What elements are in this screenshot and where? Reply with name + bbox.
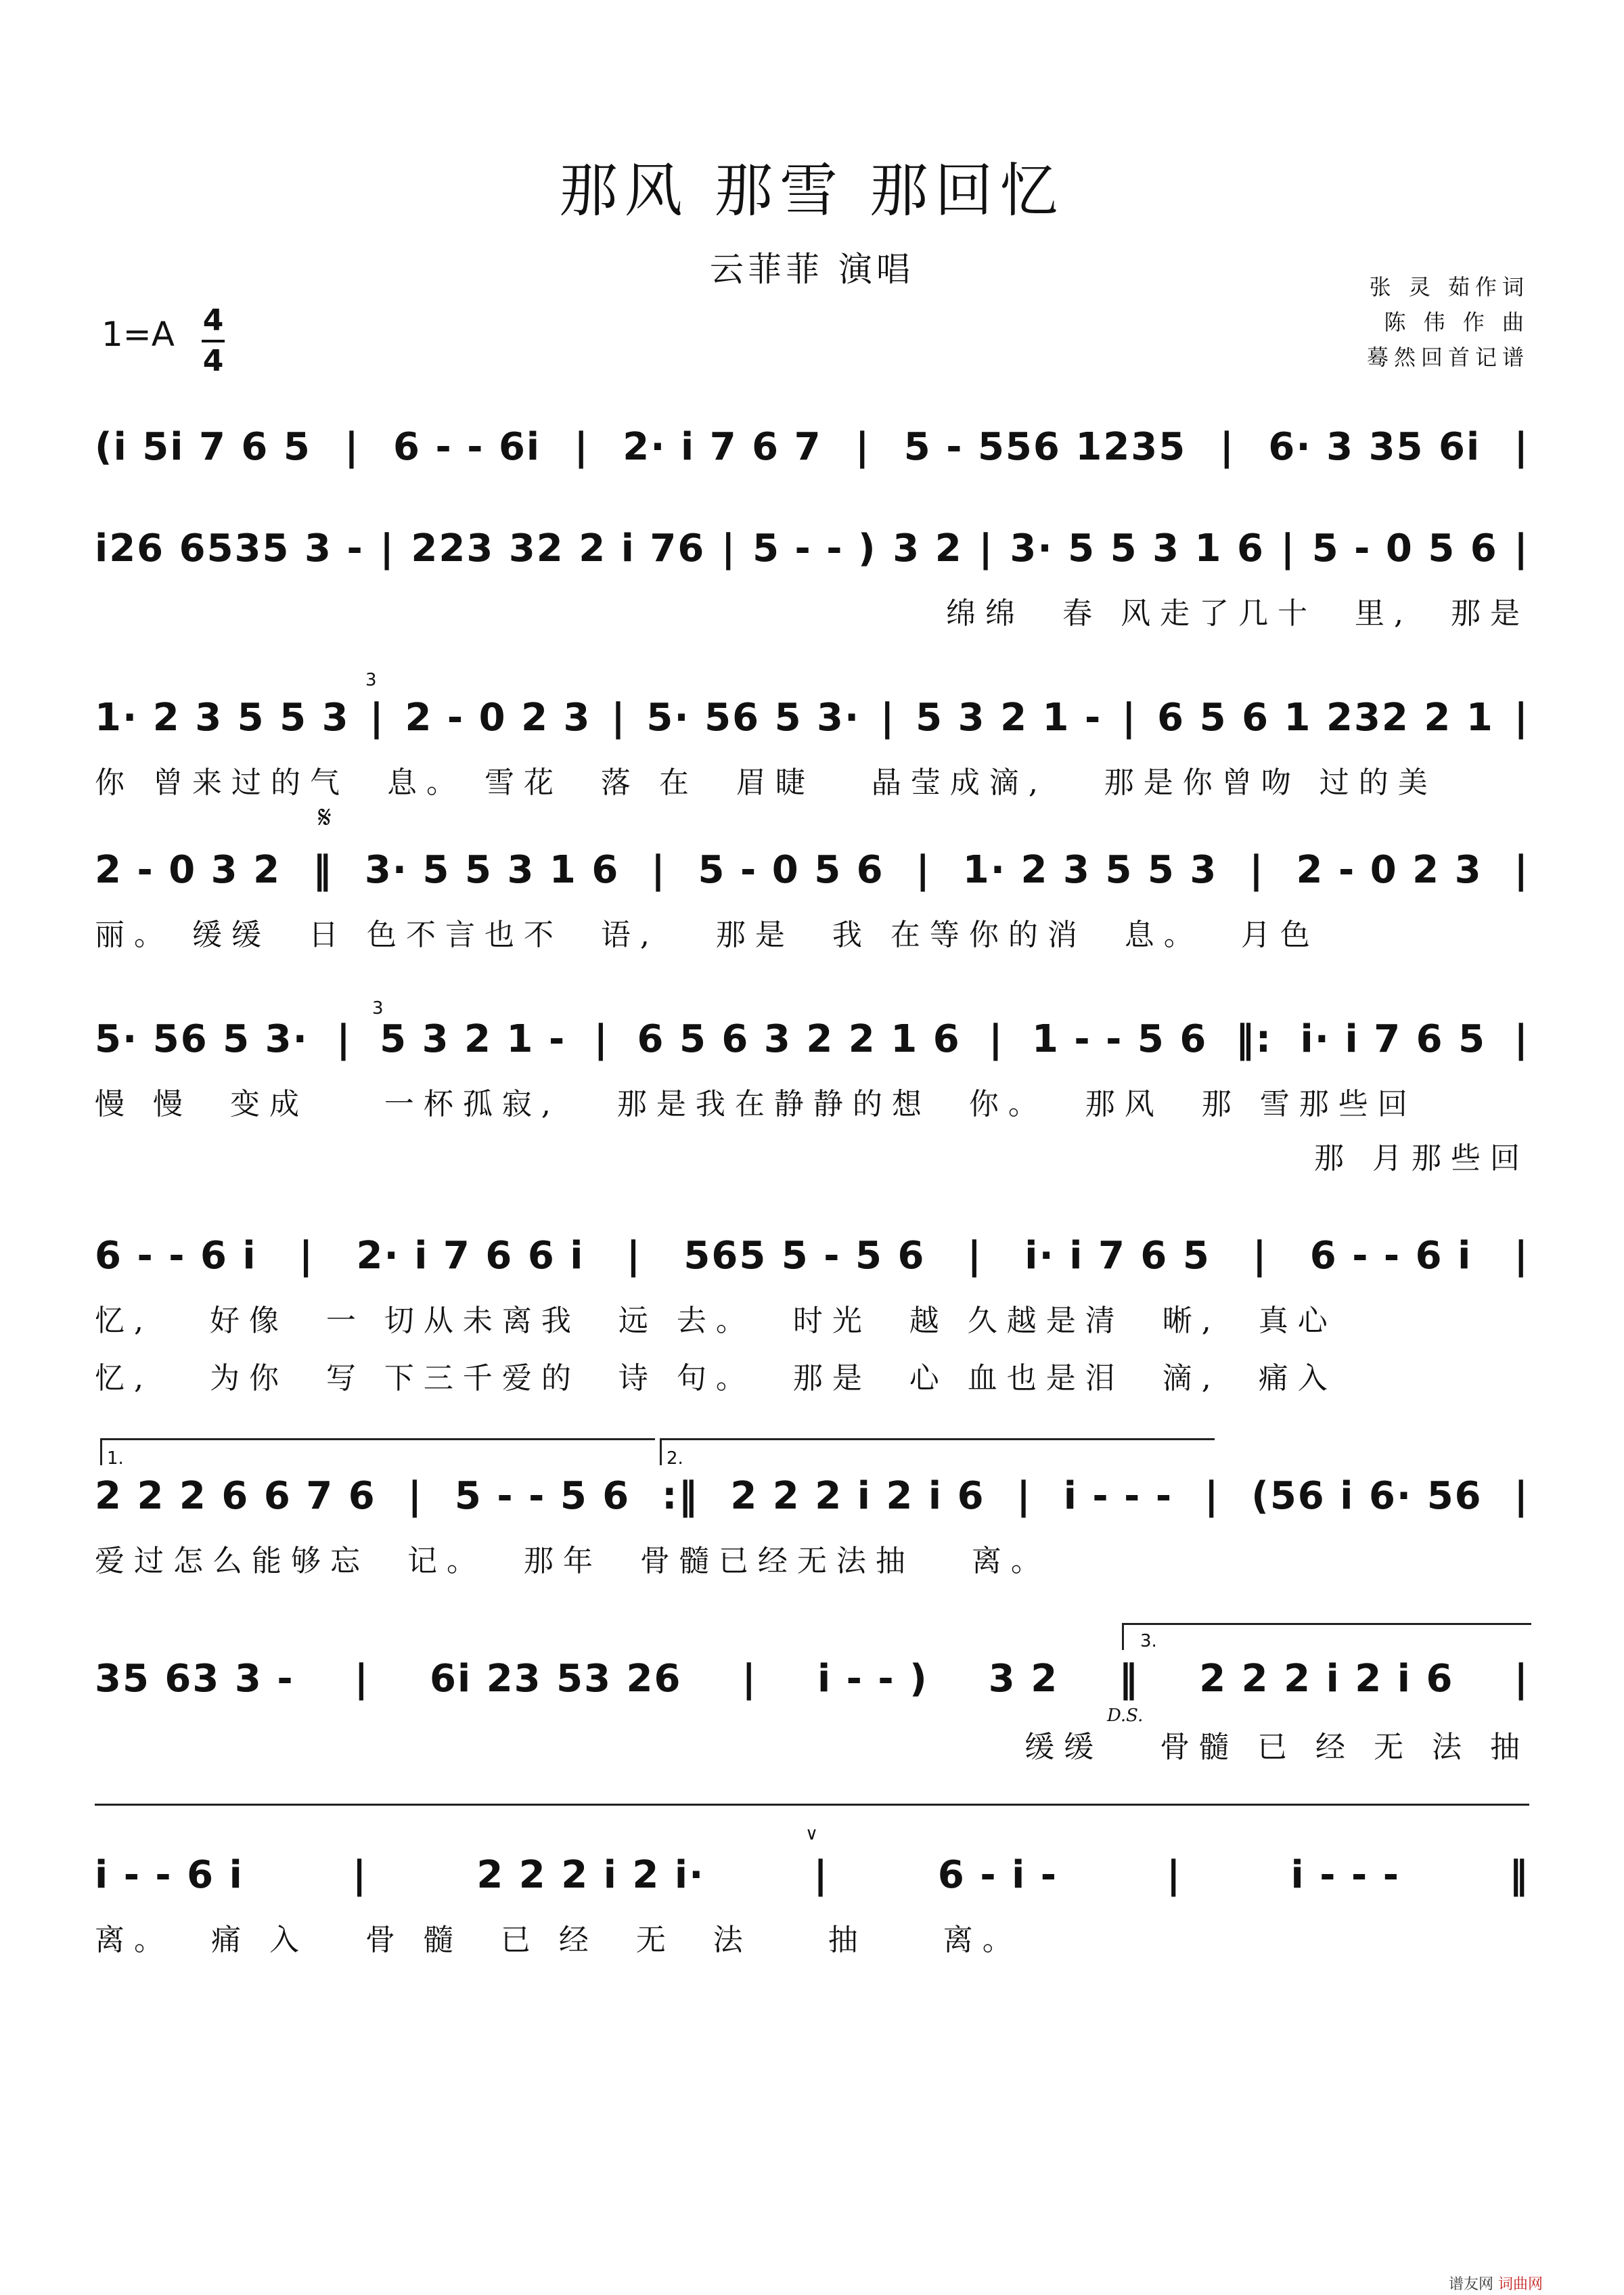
barline: |	[916, 847, 931, 892]
second-ending-bracket-left	[660, 1438, 662, 1465]
barline: |	[813, 1852, 829, 1897]
barline: |	[1249, 847, 1265, 892]
measure: 223 32 2 i 76	[411, 526, 706, 571]
barline: |	[651, 847, 667, 892]
measure: 35 63 3 -	[95, 1656, 294, 1701]
barline: |	[1280, 526, 1296, 571]
first-ending-bracket	[100, 1438, 655, 1440]
pickup-notes: 3 2	[893, 526, 963, 571]
measure: 5 - 0 5 6	[1311, 526, 1498, 571]
measure: i - - -	[1063, 1473, 1173, 1518]
transcriber-credit: 蓦然回首记谱	[1366, 344, 1529, 370]
lyric-line: 爱过怎么能够忘 记。 那年 骨髓已经无法抽 离。	[95, 1544, 1050, 1578]
measure: i - - 6 i	[95, 1852, 244, 1897]
lyric-line: 慢 慢 变成 一杯孤寂, 那是我在静静的想 你。 那风 那 雪那些回	[95, 1087, 1417, 1121]
measure: i - - )	[817, 1656, 928, 1701]
measure: 5 3 2 1 -	[916, 695, 1102, 740]
measure: i26 6535 3 -	[95, 526, 364, 571]
barline: |	[1514, 847, 1529, 892]
barline: |	[989, 1017, 1004, 1061]
grace-note-marker: 3	[365, 670, 377, 690]
barline: |	[880, 695, 896, 740]
pickup-notes: 3 2	[988, 1656, 1059, 1701]
barline: |	[380, 526, 395, 571]
music-system-1	[95, 420, 1529, 474]
double-barline: ‖	[1119, 1656, 1140, 1701]
composer-credit: 陈 伟 作 曲	[1384, 309, 1529, 335]
lyric-line: 缓缓 骨髓 已 经 无 法 抽	[1024, 1730, 1529, 1764]
measure: 2 2 2 i 2 i·	[476, 1852, 705, 1897]
lyric-line: 你 曾来过的气 息。 雪花 落 在 眉睫 晶莹成滴, 那是你曾吻 过的美	[95, 765, 1437, 800]
barline: |	[1167, 1852, 1182, 1897]
barline: |	[1514, 1017, 1529, 1061]
measure: 565 5 - 5 6	[683, 1233, 926, 1278]
measure: 6 - - 6 i	[95, 1233, 257, 1278]
time-signature-bar	[202, 340, 225, 342]
measure: 6 - - 6 i	[1309, 1233, 1472, 1278]
measure: 2 2 2 i 2 i 6	[730, 1473, 985, 1518]
third-ending-label: 3.	[1140, 1631, 1157, 1651]
third-ending-continuation	[95, 1804, 1529, 1806]
barline: |	[742, 1656, 757, 1701]
measure: 5 - 556 1235	[903, 424, 1187, 469]
barline: |	[574, 424, 589, 469]
footer-right-text: 词曲网	[1497, 2276, 1543, 2293]
singer-credit: 云菲菲 演唱	[710, 250, 914, 289]
time-signature-top: 4	[202, 303, 224, 338]
measure: 1· 2 3 5 5 3	[962, 847, 1218, 892]
music-system-3	[95, 690, 1529, 744]
barline: |	[1514, 695, 1529, 740]
barline: |	[721, 526, 737, 571]
measure: 2· i 7 6 7	[623, 424, 822, 469]
segno-sign: 𝄋	[318, 799, 332, 835]
lyric-line: 绵绵 春 风走了几十 里, 那是	[946, 596, 1529, 631]
lyric-line-2: 那 月那些回	[1314, 1141, 1529, 1176]
repeat-end: :‖	[662, 1473, 699, 1518]
lyricist-credit: 张 灵 茹作词	[1369, 274, 1529, 300]
barline: |	[978, 526, 994, 571]
measure: i - - -	[1290, 1852, 1400, 1897]
first-ending-bracket-left	[100, 1438, 102, 1465]
barline: |	[1016, 1473, 1032, 1518]
barline: |	[298, 1233, 315, 1278]
music-system-6	[95, 1228, 1529, 1283]
measure: 3· 5 5 3 1 6	[364, 847, 620, 892]
music-system-2	[95, 521, 1529, 575]
repeat-start: ‖:	[1235, 1017, 1273, 1061]
barline: |	[352, 1852, 368, 1897]
barline: |	[855, 424, 871, 469]
measure: 5 - - )	[752, 526, 877, 571]
measure: 2 2 2 i 2 i 6	[1199, 1656, 1454, 1701]
lyric-line-2: 忆, 为你 写 下三千爱的 诗 句。 那是 心 血也是泪 滴, 痛入	[95, 1361, 1337, 1396]
grace-note-marker-2: 3	[372, 998, 384, 1019]
measure: 2 - 0 2 3	[405, 695, 591, 740]
music-system-9	[95, 1848, 1529, 1902]
music-system-8	[95, 1651, 1529, 1706]
time-signature-bottom: 4	[202, 344, 224, 378]
barline: |	[336, 1017, 352, 1061]
measure: 6i 23 53 26	[430, 1656, 682, 1701]
barline: |	[1514, 526, 1529, 571]
music-system-7	[95, 1469, 1529, 1523]
measure: 5 3 2 1 -	[380, 1017, 566, 1061]
second-ending-bracket	[660, 1438, 1215, 1440]
barline: |	[1219, 424, 1236, 469]
barline: |	[1121, 695, 1137, 740]
measure: 5 - 0 5 6	[698, 847, 884, 892]
third-ending-bracket	[1122, 1623, 1531, 1625]
measure: 5· 56 5 3·	[95, 1017, 309, 1061]
barline: |	[593, 1017, 610, 1061]
first-ending-label: 1.	[107, 1448, 124, 1469]
measure: i· i 7 6 5	[1024, 1233, 1211, 1278]
music-system-4	[95, 843, 1529, 897]
measure: 2 - 0 2 3	[1296, 847, 1483, 892]
music-system-5	[95, 1012, 1529, 1066]
author-credits	[1367, 269, 1529, 375]
barline: |	[967, 1233, 983, 1278]
measure: 6 5 6 1 232 2 1	[1157, 695, 1494, 740]
measure: 2 2 2 6 6 7 6	[95, 1473, 376, 1518]
measure: 6 - - 6i	[393, 424, 541, 469]
measure: 3· 5 5 3 1 6	[1010, 526, 1265, 571]
barline: |	[626, 1233, 642, 1278]
measure: (i 5i 7 6 5	[95, 424, 311, 469]
dal-segno-mark: D.S.	[1107, 1706, 1144, 1726]
measure: 2 - 0 3 2	[95, 847, 281, 892]
measure: 6 - i -	[937, 1852, 1058, 1897]
measure: 6· 3 35 6i	[1268, 424, 1481, 469]
measure: 5 - - 5 6	[454, 1473, 631, 1518]
barline: |	[1514, 1656, 1529, 1701]
lyric-line: 丽。 缓缓 日 色不言也不 语, 那是 我 在等你的消 息。 月色	[95, 918, 1320, 952]
barline: |	[1253, 1233, 1268, 1278]
measure: 2· i 7 6 6 i	[356, 1233, 585, 1278]
barline: |	[1514, 1233, 1529, 1278]
breath-mark: ∨	[805, 1824, 819, 1844]
barline: |	[1514, 1473, 1529, 1518]
barline: |	[344, 424, 360, 469]
footer-left-text: 谱友网	[1448, 2276, 1493, 2293]
footer-watermark	[1449, 2273, 1543, 2294]
double-barline: ‖	[312, 847, 333, 892]
key-signature: 1=A	[102, 315, 175, 354]
barline: |	[407, 1473, 424, 1518]
barline: |	[1204, 1473, 1220, 1518]
barline: |	[369, 695, 385, 740]
barline: |	[611, 695, 627, 740]
measure: i· i 7 6 5	[1300, 1017, 1487, 1061]
time-signature	[202, 303, 225, 379]
song-title: 那风 那雪 那回忆	[559, 157, 1065, 225]
lyric-line: 忆, 好像 一 切从未离我 远 去。 时光 越 久越是清 晰, 真心	[95, 1304, 1337, 1338]
measure: 5· 56 5 3·	[646, 695, 861, 740]
measure: (56 i 6· 56	[1251, 1473, 1483, 1518]
final-barline: ‖	[1508, 1852, 1529, 1897]
measure: 1· 2 3 5 5 3	[95, 695, 350, 740]
lyric-line: 离。 痛 入 骨 髓 已 经 无 法 抽 离。	[95, 1923, 1022, 1957]
barline: |	[1514, 424, 1529, 469]
measure: 1 - - 5 6	[1031, 1017, 1208, 1061]
measure: 6 5 6 3 2 2 1 6	[637, 1017, 961, 1061]
barline: |	[354, 1656, 370, 1701]
second-ending-label: 2.	[667, 1448, 683, 1469]
third-ending-bracket-left	[1122, 1623, 1124, 1650]
